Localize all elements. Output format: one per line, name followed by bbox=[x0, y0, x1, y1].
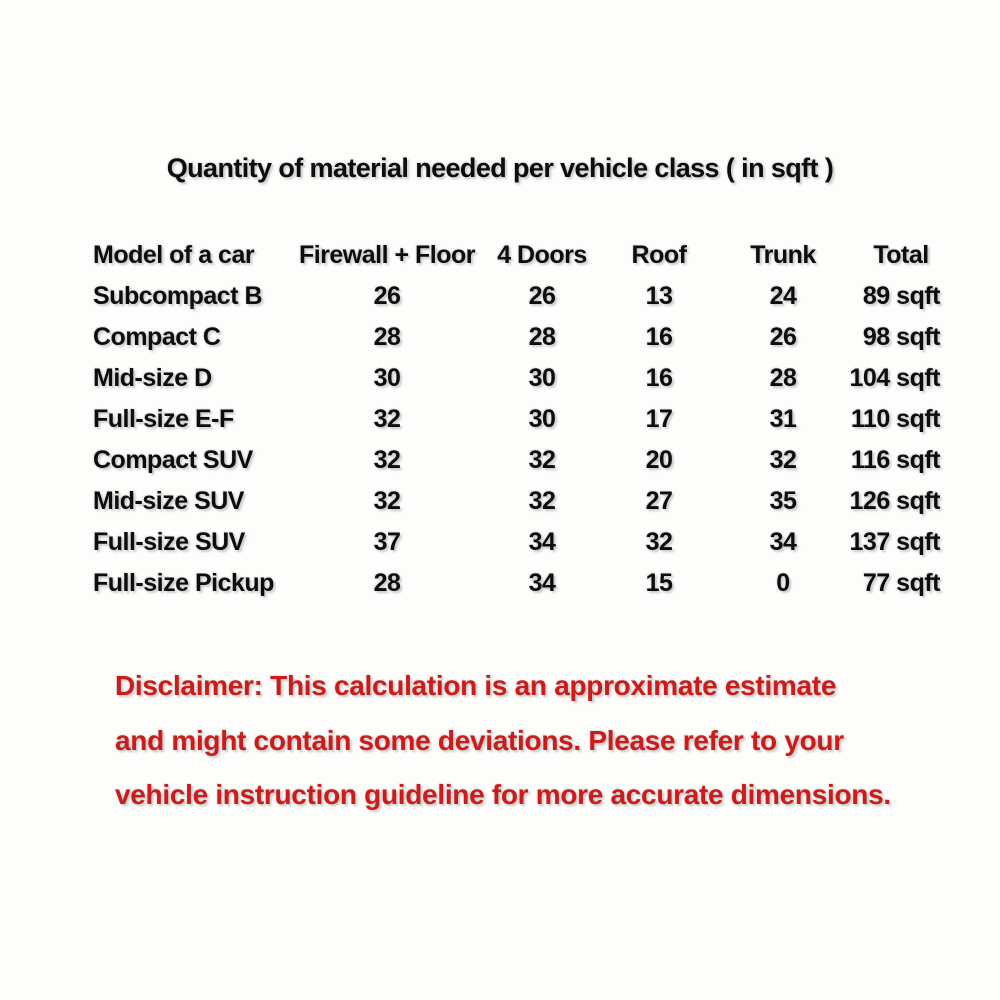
material-table bbox=[93, 235, 951, 604]
disclaimer-line: vehicle instruction guideline for more accurate dimensions. bbox=[115, 779, 891, 810]
cell-total: 104 sqft bbox=[849, 364, 940, 392]
cell-total: 126 sqft bbox=[849, 487, 940, 515]
cell-trunk: 26 bbox=[769, 323, 797, 351]
cell-roof: 13 bbox=[645, 282, 673, 310]
column-header-roof: Roof bbox=[631, 241, 687, 269]
cell-model: Compact SUV bbox=[93, 446, 253, 474]
cell-model: Full-size Pickup bbox=[93, 569, 274, 597]
cell-total: 110 sqft bbox=[850, 405, 940, 433]
cell-roof: 27 bbox=[645, 487, 673, 515]
cell-total: 98 sqft bbox=[862, 323, 940, 351]
disclaimer-line: Disclaimer: This calculation is an approximate estimate bbox=[115, 670, 837, 701]
cell-total: 116 sqft bbox=[850, 446, 940, 474]
cell-roof: 16 bbox=[645, 364, 673, 392]
cell-firewall-floor: 37 bbox=[373, 528, 401, 556]
cell-trunk: 0 bbox=[776, 569, 790, 597]
disclaimer bbox=[115, 659, 891, 823]
cell-doors: 34 bbox=[528, 569, 556, 597]
disclaimer-line: and might contain some deviations. Please refer to your bbox=[115, 724, 844, 756]
column-header-total: Total bbox=[873, 241, 929, 269]
cell-total: 89 sqft bbox=[862, 282, 940, 310]
cell-model: Mid-size SUV bbox=[93, 487, 244, 515]
cell-doors: 30 bbox=[528, 405, 556, 433]
cell-trunk: 31 bbox=[769, 405, 797, 433]
cell-doors: 26 bbox=[528, 282, 556, 310]
cell-firewall-floor: 28 bbox=[373, 569, 401, 597]
cell-doors: 32 bbox=[528, 487, 556, 515]
cell-trunk: 24 bbox=[769, 282, 797, 310]
page-title: Quantity of material needed per vehicle class ( in sqft ) bbox=[166, 153, 834, 183]
cell-firewall-floor: 28 bbox=[373, 323, 401, 351]
cell-roof: 17 bbox=[645, 405, 673, 433]
cell-trunk: 28 bbox=[769, 364, 797, 392]
cell-model: Full-size SUV bbox=[93, 528, 245, 556]
cell-firewall-floor: 30 bbox=[373, 364, 401, 392]
cell-trunk: 34 bbox=[769, 528, 797, 556]
column-header-model: Model of a car bbox=[93, 241, 255, 269]
cell-total: 77 sqft bbox=[862, 569, 940, 597]
cell-roof: 20 bbox=[645, 446, 673, 474]
cell-model: Subcompact B bbox=[93, 282, 263, 310]
cell-firewall-floor: 26 bbox=[373, 282, 401, 310]
cell-trunk: 35 bbox=[769, 487, 797, 515]
cell-model: Full-size E-F bbox=[93, 405, 234, 433]
cell-firewall-floor: 32 bbox=[373, 487, 401, 515]
cell-model: Compact C bbox=[93, 323, 221, 351]
cell-trunk: 32 bbox=[769, 446, 797, 474]
cell-roof: 32 bbox=[645, 528, 673, 556]
cell-doors: 34 bbox=[528, 528, 556, 556]
cell-doors: 28 bbox=[528, 323, 556, 351]
cell-roof: 16 bbox=[645, 323, 673, 351]
cell-roof: 15 bbox=[645, 569, 673, 597]
cell-doors: 30 bbox=[528, 364, 556, 392]
cell-model: Mid-size D bbox=[93, 364, 212, 392]
column-header-doors: 4 Doors bbox=[497, 241, 587, 269]
cell-firewall-floor: 32 bbox=[373, 446, 401, 474]
cell-total: 137 sqft bbox=[849, 528, 940, 556]
cell-doors: 32 bbox=[528, 446, 556, 474]
cell-firewall-floor: 32 bbox=[373, 405, 401, 433]
column-header-trunk: Trunk bbox=[750, 241, 816, 269]
column-header-firewall-floor: Firewall + Floor bbox=[298, 241, 476, 269]
